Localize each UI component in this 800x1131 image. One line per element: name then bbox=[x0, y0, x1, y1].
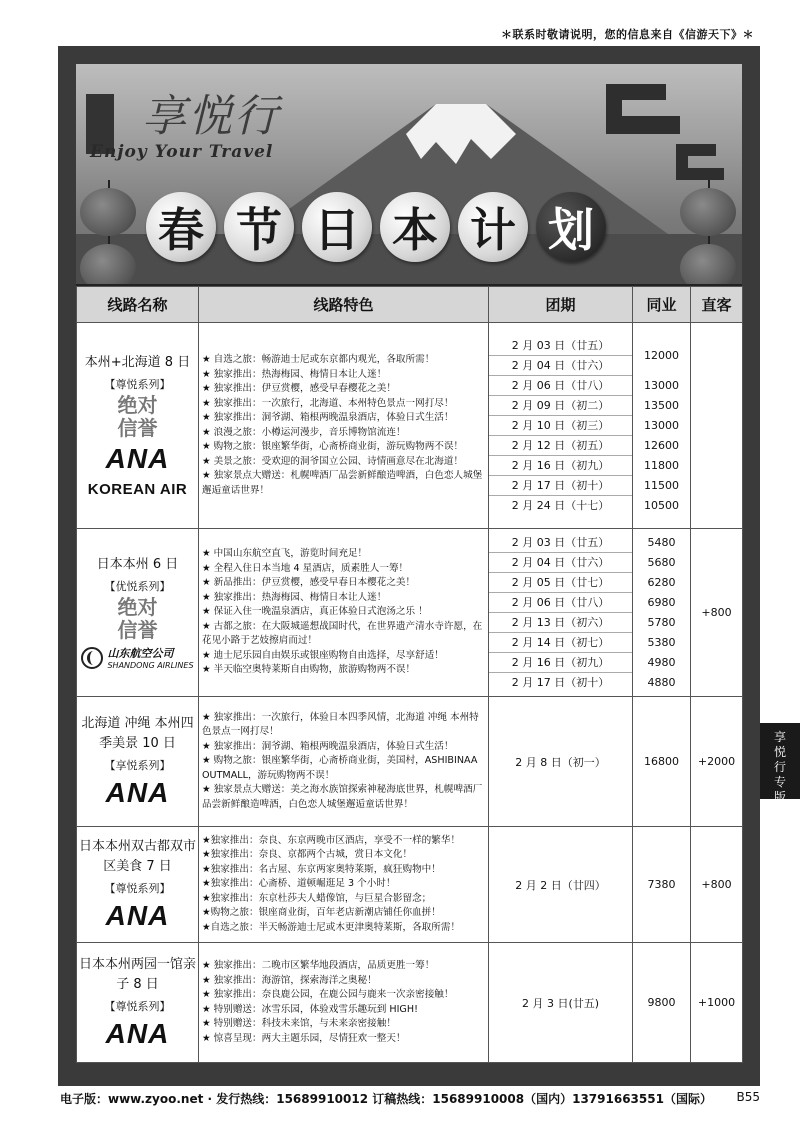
airline-name-en: SHANDONG AIRLINES bbox=[107, 661, 194, 670]
price-item: 5380 bbox=[647, 635, 676, 649]
route-name-cell bbox=[77, 827, 199, 943]
price-item: 5780 bbox=[647, 615, 676, 629]
route-title: 本州+北海道 8 日 bbox=[84, 355, 191, 370]
lantern-icon bbox=[680, 188, 736, 236]
lantern-icon bbox=[80, 188, 136, 236]
route-title: 日本本州两园一馆亲子 8 日 bbox=[79, 957, 197, 992]
trust-badge: 信誉 bbox=[117, 416, 158, 440]
features-cell bbox=[199, 529, 489, 697]
date-item: 2 月 17 日（初十） bbox=[489, 476, 632, 496]
footer bbox=[60, 1090, 760, 1107]
title-char: 计 bbox=[458, 192, 528, 262]
header-dates: 团期 bbox=[489, 287, 633, 323]
price-item: 10500 bbox=[644, 498, 679, 512]
side-tab-char: 悦 bbox=[773, 745, 786, 759]
date-item: 2 月 16 日（初九） bbox=[489, 456, 632, 476]
date-cell: 2 月 3 日(廿五) bbox=[489, 943, 633, 1063]
feature-item: ★ 中国山东航空直飞，游览时间充足！ bbox=[202, 548, 368, 560]
side-tab-char: 享 bbox=[773, 730, 786, 744]
route-title: 日本本州 6 日 bbox=[96, 557, 179, 572]
page-title bbox=[146, 192, 606, 262]
feature-item: ★购物之旅：银座商业街，百年老店新潮店铺任你血拼！ bbox=[202, 907, 441, 919]
dates-cell bbox=[489, 323, 633, 529]
features-cell bbox=[199, 697, 489, 827]
feature-item: ★ 独家推出：伊豆赏樱，感受早春樱花之美！ bbox=[202, 383, 396, 394]
direct-price-cell: +800 bbox=[691, 529, 743, 697]
routes-table bbox=[76, 286, 743, 1063]
date-item: 2 月 12 日（初五） bbox=[489, 436, 632, 456]
feature-item: ★独家推出：东京杜莎夫人蜡像馆，与巨星合影留念； bbox=[202, 892, 432, 904]
ana-logo: ANA bbox=[105, 777, 170, 808]
price-item: 12600 bbox=[644, 438, 679, 452]
footer-contact: 电子版：www.zyoo.net · 发行热线：15689910012 订稿热线：15689910008（国内）13791663551（国际） bbox=[60, 1092, 712, 1106]
feature-item: ★ 美景之旅：受欢迎的洞爷国立公园、诗情画意尽在北海道！ bbox=[202, 455, 464, 467]
date-item: 2 月 05 日（廿七） bbox=[489, 573, 632, 593]
brand-logo bbox=[82, 80, 302, 160]
direct-price-cell: +2000 bbox=[691, 697, 743, 827]
header-direct-price: 直客 bbox=[691, 287, 743, 323]
date-item: 2 月 09 日（初二） bbox=[489, 396, 632, 416]
feature-item: ★ 自选之旅：畅游迪士尼或东京都内观光，各取所需！ bbox=[202, 354, 435, 365]
feature-item: ★独家推出：奈良、京都两个古城，赏日本文化！ bbox=[202, 849, 413, 861]
series-label: 【享悦系列】 bbox=[104, 759, 171, 772]
feature-item: ★ 特别赠送：冰雪乐园，体验戏雪乐趣玩到 HIGH! bbox=[202, 1003, 418, 1015]
side-tab-char: 版 bbox=[773, 790, 786, 804]
table-row bbox=[77, 827, 743, 943]
logo-cn: 享悦行 bbox=[142, 91, 280, 142]
title-char: 春 bbox=[146, 192, 216, 262]
header-features: 线路特色 bbox=[199, 287, 489, 323]
table-header-row bbox=[77, 287, 743, 323]
price-item: 6280 bbox=[647, 575, 676, 589]
date-cell: 2 月 2 日（廿四） bbox=[489, 827, 633, 943]
feature-item: ★ 独家推出：洞爷湖、箱根两晚温泉酒店，体验日式生活！ bbox=[202, 412, 454, 423]
price-item: 13000 bbox=[644, 418, 679, 432]
title-char: 日 bbox=[302, 192, 372, 262]
route-title: 北海道 冲绳 本州四季美景 10 日 bbox=[81, 716, 194, 751]
lantern-icon bbox=[680, 244, 736, 286]
lantern-icon bbox=[80, 244, 136, 286]
series-label: 【尊悦系列】 bbox=[104, 378, 171, 391]
feature-item: ★ 购物之旅：银座繁华街，心斋桥商业街，美国村，ASHIBINAA OUTMALL，游玩购物两不误！ bbox=[202, 755, 478, 781]
trust-badge: 绝对 bbox=[117, 595, 158, 619]
feature-item: ★ 特别赠送：科技未来馆，与未来亲密接触！ bbox=[202, 1018, 396, 1029]
price-item: 11800 bbox=[644, 458, 679, 472]
feature-item: ★ 独家推出：一次旅行，体验日本四季风情，北海道 冲绳 本州特色景点一网打尽！ bbox=[202, 711, 479, 738]
header-agent-price: 同业 bbox=[633, 287, 691, 323]
features-cell bbox=[199, 943, 489, 1063]
ana-logo: ANA bbox=[105, 900, 170, 931]
title-char: 节 bbox=[224, 192, 294, 262]
date-item: 2 月 13 日（初六） bbox=[489, 613, 632, 633]
price-item: 5480 bbox=[647, 535, 676, 549]
feature-item: ★ 独家推出：奈良鹿公园，在鹿公园与鹿来一次亲密接触！ bbox=[202, 989, 454, 1000]
date-item: 2 月 06 日（廿八） bbox=[489, 376, 632, 396]
feature-item: ★ 浪漫之旅：小樽运河漫步，音乐博物馆流连！ bbox=[202, 426, 406, 438]
side-tab-char: 行 bbox=[773, 760, 786, 774]
side-tab bbox=[760, 723, 800, 804]
price-item: 13500 bbox=[644, 398, 679, 412]
route-title: 日本本州双古都双市区美食 7 日 bbox=[79, 839, 197, 874]
ana-logo: ANA bbox=[105, 443, 170, 474]
title-char: 划 bbox=[536, 192, 606, 262]
date-item: 2 月 03 日（廿五） bbox=[489, 336, 632, 356]
feature-item: ★ 购物之旅：银座繁华街，心斋桥商业街，游玩购物两不误！ bbox=[202, 441, 464, 452]
table-row bbox=[77, 697, 743, 827]
series-label: 【尊悦系列】 bbox=[104, 882, 171, 895]
feature-item: ★ 独家推出：洞爷湖、箱根两晚温泉酒店，体验日式生活！ bbox=[202, 740, 454, 752]
feature-item: ★ 独家推出：热海梅园、梅情日本让人迷！ bbox=[202, 591, 387, 603]
ana-logo: ANA bbox=[105, 1018, 170, 1049]
price-item: 4880 bbox=[647, 675, 676, 689]
price-item: 11500 bbox=[644, 478, 679, 492]
price-item: 12000 bbox=[644, 348, 679, 362]
feature-item: ★ 古都之旅：在大阪城遥想战国时代，在世界遗产清水寺许愿，在花见小路于艺妓擦肩而过！ bbox=[202, 620, 483, 647]
shandong-airlines-logo bbox=[79, 645, 196, 670]
table-row bbox=[77, 943, 743, 1063]
logo-en: Enjoy Your Travel bbox=[90, 142, 274, 162]
date-item: 2 月 24 日（十七） bbox=[511, 498, 610, 512]
direct-price-cell: +800 bbox=[691, 827, 743, 943]
contact-note: ＊联系时敬请说明，您的信息来自《信游天下》＊ bbox=[501, 28, 754, 41]
feature-item: ★ 半天临空奥特莱斯自由购物，旅游购物两不误！ bbox=[202, 664, 416, 676]
route-name-cell bbox=[77, 697, 199, 827]
feature-item: ★ 独家推出：二晚市区繁华地段酒店，品质更胜一筹！ bbox=[202, 960, 435, 971]
date-cell: 2 月 8 日（初一） bbox=[489, 697, 633, 827]
series-label: 【尊悦系列】 bbox=[104, 1000, 171, 1013]
page-number: B55 bbox=[736, 1090, 760, 1104]
banner bbox=[76, 64, 742, 286]
date-item: 2 月 17 日（初十） bbox=[511, 675, 610, 689]
price-item: 4980 bbox=[647, 655, 676, 669]
route-name-cell bbox=[77, 943, 199, 1063]
date-item: 2 月 06 日（廿八） bbox=[489, 593, 632, 613]
feature-item: ★自选之旅：半天畅游迪士尼或木更津奥特莱斯，各取所需！ bbox=[202, 921, 461, 933]
date-item: 2 月 04 日（廿六） bbox=[489, 356, 632, 376]
feature-item: ★ 独家景点大赠送：札幌啤酒厂品尝新鲜酿造啤酒，白色恋人城堡邂逅童话世界！ bbox=[202, 470, 483, 496]
date-item: 2 月 04 日（廿六） bbox=[489, 553, 632, 573]
route-name-cell bbox=[77, 529, 199, 697]
title-char: 本 bbox=[380, 192, 450, 262]
date-item: 2 月 03 日（廿五） bbox=[489, 533, 632, 553]
trust-badge: 信誉 bbox=[117, 618, 158, 642]
price-cell: 9800 bbox=[633, 943, 691, 1063]
feature-item: ★ 保证入住一晚温泉酒店，真正体验日式泡汤之乐 ！ bbox=[202, 606, 428, 618]
feature-item: ★ 独家推出：一次旅行，北海道、本州特色景点一网打尽！ bbox=[202, 397, 454, 409]
feature-item: ★ 独家推出：海游馆，探索海洋之奥秘！ bbox=[202, 974, 377, 986]
date-item: 2 月 16 日（初九） bbox=[489, 653, 632, 673]
prices-cell bbox=[633, 529, 691, 697]
direct-price-cell bbox=[691, 323, 743, 529]
airline-name-cn: 山东航空公司 bbox=[107, 647, 174, 660]
date-item: 2 月 10 日（初三） bbox=[489, 416, 632, 436]
direct-price-cell: +1000 bbox=[691, 943, 743, 1063]
side-tab-char: 专 bbox=[773, 775, 786, 789]
prices-cell bbox=[633, 323, 691, 529]
table-row bbox=[77, 529, 743, 697]
feature-item: ★ 迪士尼乐园自由娱乐或银座购物自由选择，尽享舒适！ bbox=[202, 649, 444, 661]
date-item: 2 月 14 日（初七） bbox=[489, 633, 632, 653]
feature-item: ★ 全程入住日本当地 4 星酒店，质素胜人一筹！ bbox=[202, 562, 409, 574]
dates-cell bbox=[489, 529, 633, 697]
price-item: 6980 bbox=[647, 595, 676, 609]
feature-item: ★独家推出：名古屋、东京两家奥特莱斯，疯狂购物中！ bbox=[202, 863, 441, 875]
price-item: 13000 bbox=[644, 378, 679, 392]
korean-air-logo: KOREAN AIR bbox=[87, 481, 188, 498]
trust-badge: 绝对 bbox=[117, 393, 158, 417]
price-item: 5680 bbox=[647, 555, 676, 569]
feature-item: ★ 独家推出：热海梅园、梅情日本让人迷！ bbox=[202, 368, 387, 380]
feature-item: ★独家推出：心斋桥、道顿崛逛足 3 个小时！ bbox=[202, 878, 396, 890]
features-cell bbox=[199, 827, 489, 943]
price-cell: 16800 bbox=[633, 697, 691, 827]
features-cell bbox=[199, 323, 489, 529]
header-route-name: 线路名称 bbox=[77, 287, 199, 323]
feature-item: ★ 惊喜呈现：两大主题乐园，尽情狂欢一整天！ bbox=[202, 1032, 406, 1044]
feature-item: ★ 新品推出：伊豆赏樱，感受早春日本樱花之美！ bbox=[202, 577, 416, 589]
feature-item: ★独家推出：奈良、东京两晚市区酒店，享受不一样的繁华！ bbox=[202, 834, 461, 846]
series-label: 【优悦系列】 bbox=[104, 580, 171, 593]
table-row bbox=[77, 323, 743, 529]
feature-item: ★ 独家景点大赠送：美之海水族馆探索神秘海底世界，札幌啤酒厂品尝新鲜酿造啤酒，白色恋人城堡邂逅童话世界！ bbox=[202, 784, 483, 810]
route-name-cell bbox=[77, 323, 199, 529]
shandong-airlines-icon bbox=[81, 647, 103, 669]
price-cell: 7380 bbox=[633, 827, 691, 943]
